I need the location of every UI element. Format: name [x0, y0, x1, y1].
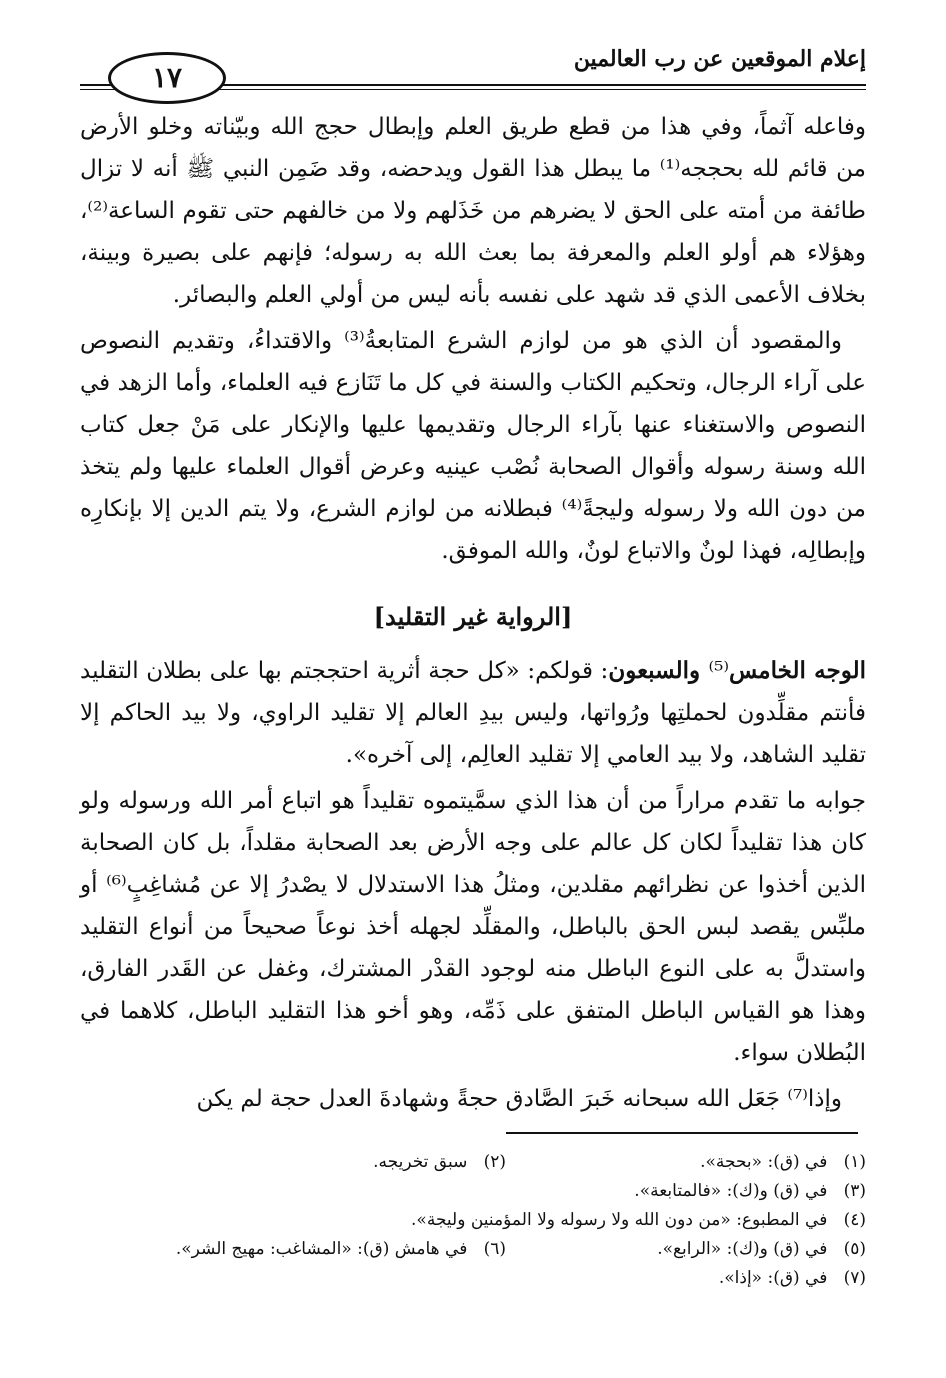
lead-heading-cont: والسبعون [608, 657, 709, 684]
footnote: (٥) في (ق) و(ك): «الرابع». [657, 1239, 866, 1259]
footnote-row [80, 1235, 866, 1264]
lead-text: : قولكم: «كل حجة أثرية احتججتم بها على بطلان التقليد فأنتم مقلِّدون لحملتِها ورُواتها، وليس بيدِ العالم إلا تقليد الراوي، ولا بيد الحاكم إلا تقليد الشاهد، ولا بيد العامي إلا تقليد العالِم، إلى آخره». [80, 658, 866, 768]
footnote-row [80, 1206, 866, 1235]
page-header [80, 38, 866, 98]
lead-heading: الوجه الخامس [728, 657, 867, 684]
footnote: (٧) في (ق): «إذا». [718, 1268, 866, 1288]
section-heading: [الرواية غير التقليد] [373, 602, 573, 631]
footnote: (١) في (ق): «بحجة». [700, 1152, 866, 1172]
footnote: (٦) في هامش (ق): «المشاغب: مهيج الشر». [175, 1239, 506, 1259]
footnote-row [80, 1177, 866, 1206]
paragraph: والمقصود أن الذي هو من لوازم الشرع المتابعةُ⁽³⁾ والاقتداءُ، وتقديم النصوص على آراء الرجال، وتحكيم الكتاب والسنة في كل ما تَنَازع فيه العلماء، وأما الزهد في النصوص والاستغناء عنها بآراء الرجال وتقديمها عليها والإنكار على مَنْ جعل كتاب الله وسنة رسوله وأقوال الصحابة نُصْب عينيه وعرض أقوال العلماء عليها ولم يتخذ من دون الله ولا رسوله وليجةً⁽⁴⁾ فبطلانه من لوازم الشرع، ولا يتم الدين إلا بإنكارِه وإبطالِه، فهذا لونٌ والاتباع لونٌ، والله الموفق. [80, 328, 866, 564]
footnote-ref: ⁽⁵⁾ [708, 658, 729, 684]
page-number: ١٧ [108, 52, 226, 104]
main-text [80, 106, 866, 1120]
footnote-rule [506, 1132, 858, 1134]
footnote: (٤) في المطبوع: «من دون الله ولا رسوله ولا المؤمنين وليجة». [411, 1210, 866, 1230]
footnote-row [80, 1264, 866, 1293]
paragraph: جوابه ما تقدم مراراً من أن هذا الذي سمَّيتموه تقليداً هو اتباع أمر الله ورسوله ولو كان هذا تقليداً لكان كل عالم على وجه الأرض بعد الصحابة مقلداً، بل كان الصحابة الذين أخذوا عن نظرائهم مقلدين، ومثلُ هذا الاستدلال لا يصْدرُ إلا عن مُشاغِبٍ⁽⁶⁾ أو ملبِّس يقصد لبس الحق بالباطل، والمقلِّد لجهله أخذ نوعاً صحيحاً من أنواع التقليد واستدلَّ به على النوع الباطل منه لوجود القدْر المشترك، وغفل عن القَدر الفارق، وهذا هو القياس الباطل المتفق على ذَمِّه، وهو أخو هذا التقليد الباطل، كلاهما في البُطلان سواء. [80, 788, 866, 1066]
footnote: (٣) في (ق) و(ك): «فالمتابعة». [634, 1181, 866, 1201]
running-title: إعلام الموقعين عن رب العالمين [573, 46, 866, 72]
paragraph: وفاعله آثماً، وفي هذا من قطع طريق العلم وإبطال حجج الله وبيّناته وخلو الأرض من قائم لله بحججه⁽¹⁾ ما يبطل هذا القول ويدحضه، وقد ضَمِن النبي ﷺ أنه لا تزال طائفة من أمته على الحق لا يضرهم من خَذَلهم ولا من خالفهم حتى تقوم الساعة⁽²⁾، وهؤلاء هم أولو العلم والمعرفة بما بعث الله به رسوله؛ فإنهم على بصيرة وبينة، بخلاف الأعمى الذي قد شهد على نفسه بأنه ليس من أولي العلم والبصائر. [80, 114, 866, 308]
footnote: (٢) سبق تخريجه. [373, 1152, 506, 1172]
footnote-row [80, 1148, 866, 1177]
paragraph [80, 650, 866, 776]
paragraph: وإذا⁽⁷⁾ جَعَل الله سبحانه خَبرَ الصَّادق حجةً وشهادةَ العدل حجة لم يكن [196, 1086, 842, 1112]
footnotes [80, 1148, 866, 1293]
